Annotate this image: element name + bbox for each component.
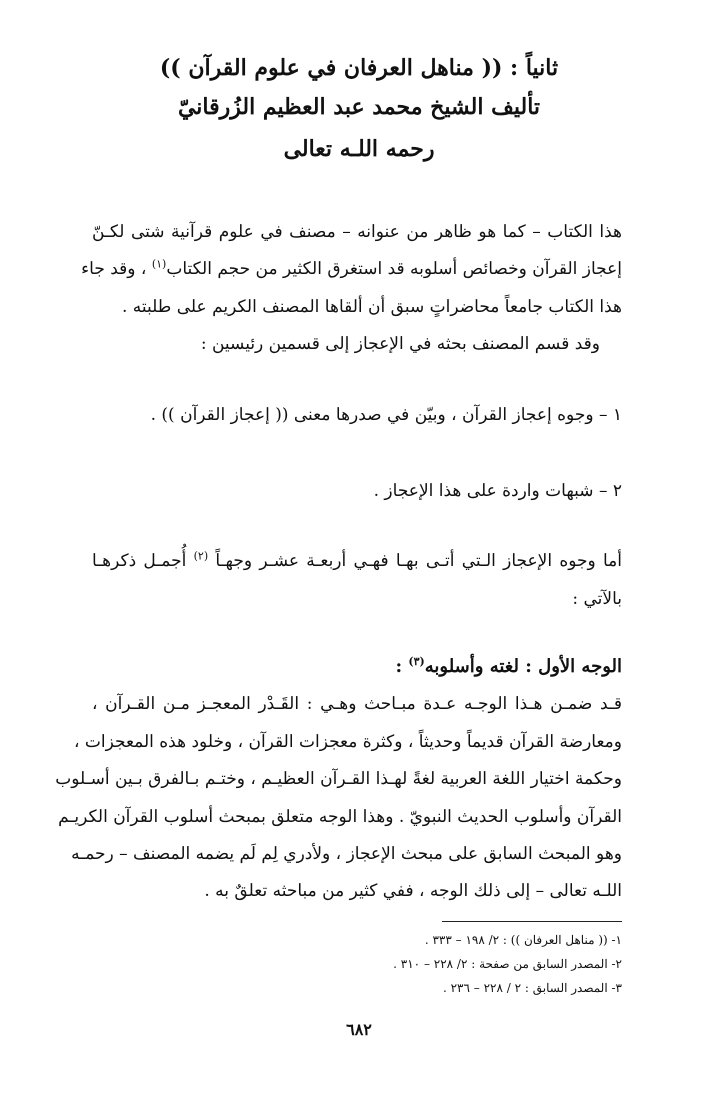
list-item-1: ١ – وجوه إعجاز القرآن ، وبيّن في صدرها معنى (( إعجاز القرآن )) . <box>150 405 622 425</box>
body-line-3: وحكمة اختيار اللغة العربية لغةً لهـذا القـرآن العظيـم ، وختـم بـالفرق بـين أسـلوب <box>55 769 622 789</box>
body-line-1: قـد ضمـن هـذا الوجـه عـدة مبـاحث وهـي : القَـدْر المعجـز مـن القـرآن ، <box>92 694 622 714</box>
intro-line-2-end: ، وقد جاء <box>81 259 152 279</box>
body-line-5: وهو المبحث السابق على مبحث الإعجاز ، ولأدري لِم لَم يضمه المصنف – رحمـه <box>71 844 622 864</box>
body-line-6: اللـه تعالى – إلى ذلك الوجه ، ففي كثير من مباحثه تعلقٌ به . <box>204 881 622 901</box>
section-title <box>92 655 622 679</box>
intro-line-2 <box>81 257 622 281</box>
body-line-4: القرآن وأسلوب الحديث النبويّ . وهذا الوجه متعلق بمبحث أسلوب القرآن الكريـم <box>58 807 622 827</box>
aspects-line-1-text: أما وجوه الإعجاز الـتي أتـى بهـا فهـي أربعـة عشـر وجهـاً <box>208 551 622 571</box>
footnote-2: ٢- المصدر السابق من صفحة : ٢/ ٢٢٨ – ٣١٠ . <box>393 957 622 971</box>
aspects-line-2: بالآتي : <box>572 589 622 609</box>
footnote-3: ٣- المصدر السابق : ٢ / ٢٢٨ – ٢٣٦ . <box>442 981 622 995</box>
footnote-divider <box>442 921 622 922</box>
heading-line-1: ثانياً : (( مناهل العرفان في علوم القرآن )) <box>159 55 559 81</box>
heading-line-3: رحمه اللـه تعالى <box>283 136 435 162</box>
intro-line-2-text: إعجاز القرآن وخصائص أسلوبه قد استغرق الكثير من حجم الكتاب <box>166 259 622 279</box>
section-title-text: الوجه الأول : لغته وأسلوبه <box>424 656 622 677</box>
section-title-colon: : <box>395 656 409 677</box>
aspects-line-1 <box>92 549 622 573</box>
body-line-2: ومعارضة القرآن قديماً وحديثاً ، وكثرة معجزات القرآن ، وخلود هذه المعجزات ، <box>73 732 622 752</box>
footnote-ref-1: (١) <box>151 257 167 271</box>
intro-line-3: هذا الكتاب جامعاً محاضراتٍ سبق أن ألقاها المصنف الكريم على طلبته . <box>121 297 622 317</box>
intro-line-1: هذا الكتاب – كما هو ظاهر من عنوانه – مصنف في علوم قرآنية شتى لكـنّ <box>92 222 622 242</box>
list-item-2: ٢ – شبهات واردة على هذا الإعجاز . <box>373 481 622 501</box>
footnote-ref-3: (٣) <box>408 655 425 668</box>
intro-line-4: وقد قسم المصنف بحثه في الإعجاز إلى قسمين رئيسين : <box>200 334 600 354</box>
heading-line-2: تأليف الشيخ محمد عبد العظيم الزُرقانيّ <box>177 94 541 120</box>
footnote-1: ١- (( مناهل العرفان )) : ٢/ ١٩٨ – ٣٣٣ . <box>424 933 622 947</box>
footnote-ref-2: (٢) <box>193 549 209 563</box>
page-number: ٦٨٢ <box>346 1020 372 1039</box>
aspects-line-1-end: أُجمـل ذكرهـا <box>92 551 194 571</box>
